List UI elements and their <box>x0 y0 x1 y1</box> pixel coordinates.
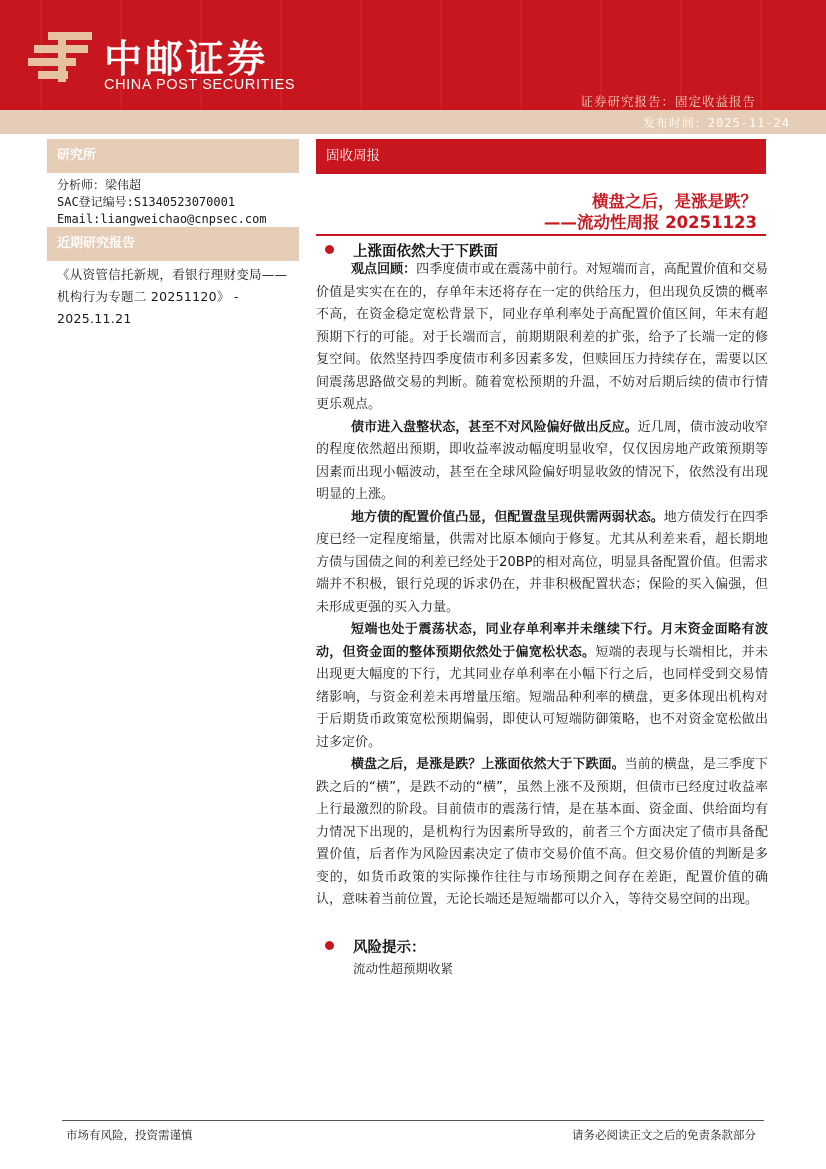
report-title: 横盘之后，是涨是跌？ <box>592 192 757 211</box>
risk-text: 流动性超预期收紧 <box>353 961 454 976</box>
paragraph-text: 四季度债市或在震荡中前行。对短端而言，高配置价值和交易价值是实实在在的，存单年末还将存在一定的供给压力，但出现负反馈的概率不高，在资金稳定宽松背景下，同业存单利率处于高配置价值区间，年末有超预期下行的可能。对于长端而言，前期期限利差的扩张，给予了长端一定的修复空间。依然坚持四季度债市利多因素多发，但赎回压力持续存在，需要以区间震荡思路做交易的判断。随着宽松预期的升温，不妨对后期后续的债市行情更乐观点。 <box>316 262 768 412</box>
analyst-email[interactable]: Email:liangweichao@cnpsec.com <box>57 212 267 226</box>
paragraph <box>316 754 768 912</box>
report-type: 证券研究报告：固定收益报告 <box>580 94 756 109</box>
footer-divider <box>62 1120 764 1121</box>
paragraph-text: 短端的表现与长端相比，并未出现更大幅度的下行，尤其同业存单利率在小幅下行之后，也同样受到交易情绪影响，与资金利差未再增量压缩。短端品种利率的横盘，更多体现出机构对于后期货币政策宽松预期偏弱，即使认可短端防御策略，也不对资金宽松做出过多定价。 <box>316 644 768 750</box>
analyst-name: 分析师：梁伟超 <box>57 178 142 192</box>
paragraph-text: 近几周，债市波动收窄的程度依然超出预期，即收益率波动幅度明显收窄，仅仅因房地产政策预期等因素而出现小幅波动，甚至在全球风险偏好明显收敛的情况下，依然没有出现明显的上涨。 <box>316 419 768 502</box>
brand-name-en: CHINA POST SECURITIES <box>104 77 296 93</box>
genre-bar: 固收周报 <box>316 139 766 174</box>
publish-date: 发布时间：2025-11-24 <box>642 116 790 130</box>
sac-number: SAC登记编号:S1340523070001 <box>57 195 236 209</box>
paragraph <box>316 619 768 754</box>
paragraph <box>316 417 768 507</box>
paragraph-lead: 债市进入盘整状态，甚至不对风险偏好做出反应。 <box>351 419 638 435</box>
paragraph-lead: 观点回顾： <box>351 262 417 277</box>
paragraph <box>316 507 768 620</box>
footer-disclaimer: 请务必阅读正文之后的免责条款部分 <box>572 1128 756 1142</box>
section-title: 上涨面依然大于下跌面 <box>353 244 498 260</box>
title-divider <box>316 234 766 236</box>
report-subtitle: ——流动性周报 20251123 <box>543 213 757 232</box>
risk-title: 风险提示： <box>353 940 426 956</box>
header-banner <box>0 0 826 110</box>
recent-report-link[interactable]: 《从资管信托新规，看银行理财变局——机构行为专题二 20251120》 - 2025.11.21 <box>57 267 288 326</box>
risk-bullet-icon <box>325 941 334 950</box>
china-post-logo-icon <box>28 28 94 86</box>
section-bullet-icon <box>325 245 334 254</box>
institute-label: 研究所 <box>47 139 299 173</box>
paragraph <box>316 259 768 417</box>
paragraph-text: 地方债发行在四季度已经一定程度缩量，供需对比原本倾向于修复。尤其从利差来看，超长期地方债与国债之间的利差已经处于20BP的相对高位，明显具备配置价值。但需求端并不积极，银行兑现的诉求仍在，并非积极配置状态；保险的买入偏强，但未形成更强的买入力量。 <box>316 509 768 615</box>
paragraph-lead: 地方债的配置价值凸显，但配置盘呈现供需两弱状态。 <box>351 509 664 525</box>
paragraph-lead: 横盘之后，是涨是跌？上涨面依然大于下跌面。 <box>351 757 625 772</box>
paragraph-text: 当前的横盘，是三季度下跌之后的“横”，是跌不动的“横”，虽然上涨不及预期，但债市已经度过收益率上行最激烈的阶段。目前债市的震荡行情，是在基本面、资金面、供给面均有力情况下出现的，是机构行为因素所导致的，前者三个方面决定了债市具备配置价值，后者作为风险因素决定了债市交易价值不高。但交易价值的判断是多变的，如货币政策的实际操作往往与市场预期之间存在差距，配置价值的确认，意味着当前位置，无论长端还是短端都可以介入，等待交易空间的出现。 <box>316 757 768 907</box>
article-body <box>316 259 768 912</box>
recent-reports-label: 近期研究报告 <box>47 227 299 261</box>
footer-risk-note: 市场有风险，投资需谨慎 <box>66 1128 193 1142</box>
brand-name-cn: 中邮证券 <box>104 37 269 81</box>
paragraph-lead: 短端也处于震荡状态，同业存单利率并未继续下行。月末资金面略有波动，但资金面的整体预期依然处于偏宽松状态。 <box>316 622 768 660</box>
